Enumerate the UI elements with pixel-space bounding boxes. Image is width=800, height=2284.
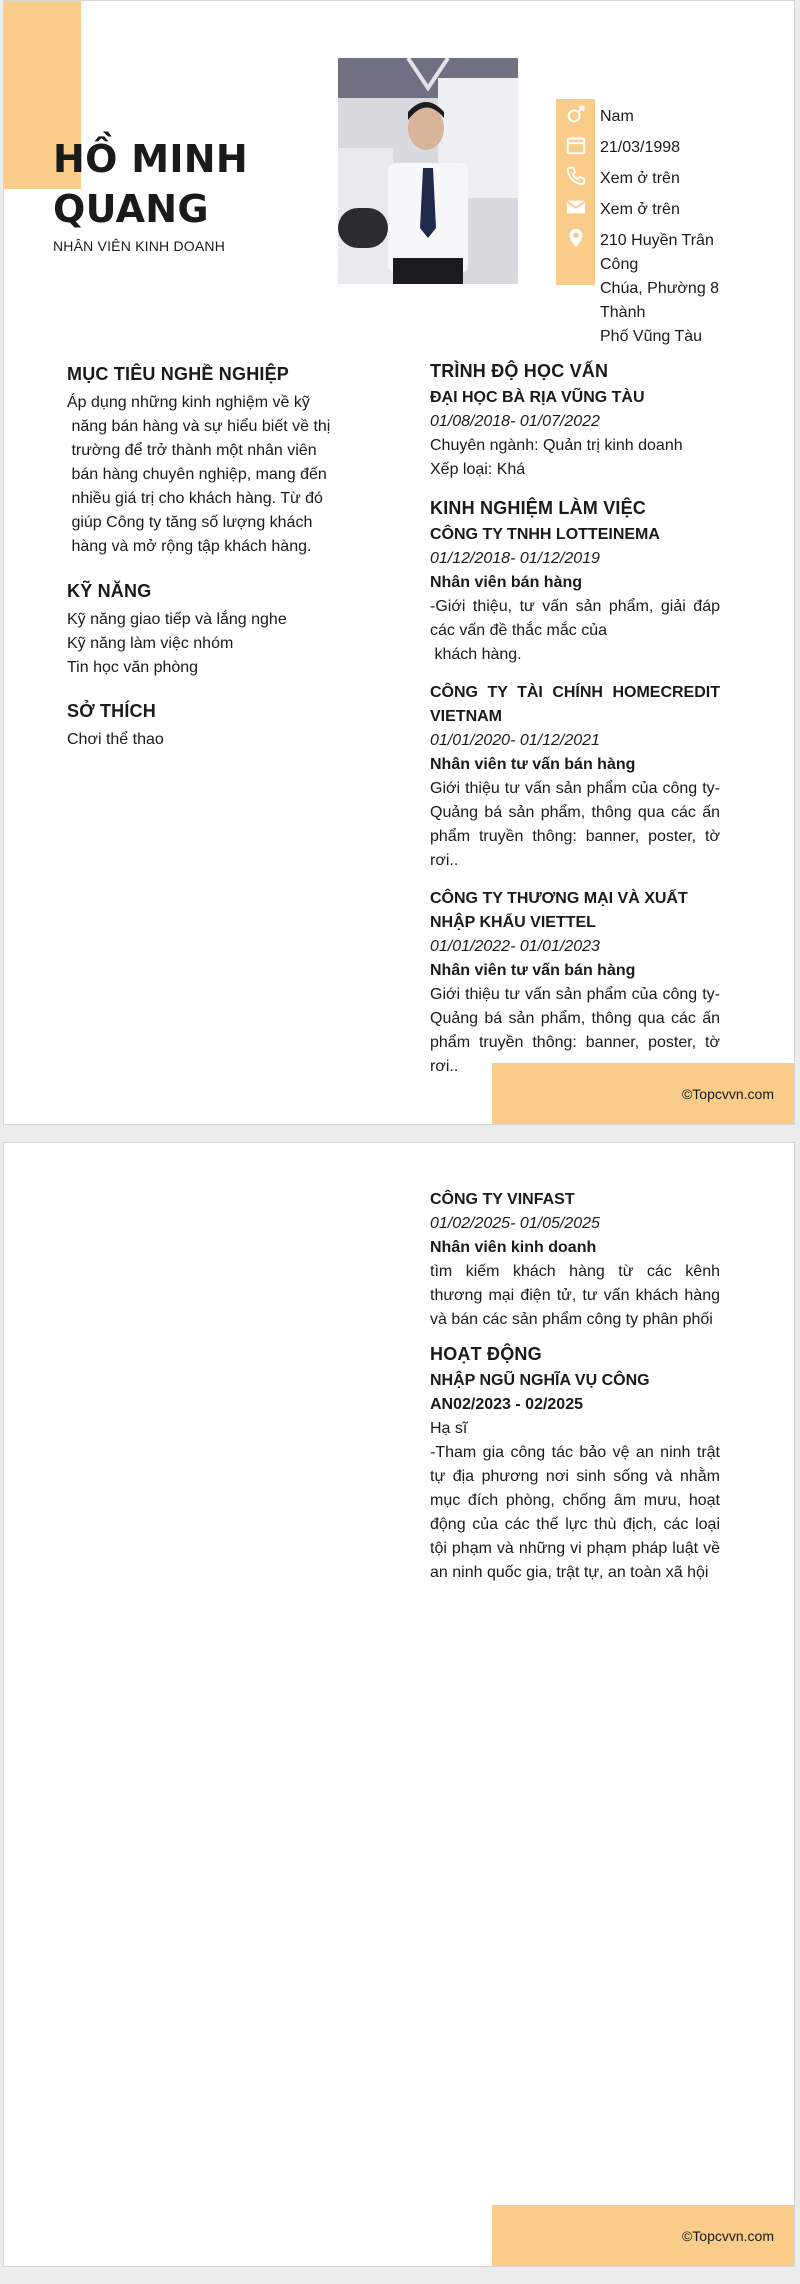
skills-list xyxy=(67,608,337,680)
job-description-line: khách hàng. xyxy=(430,646,522,663)
footer-watermark: ©Topcvvn.com xyxy=(681,2228,774,2244)
footer-watermark: ©Topcvvn.com xyxy=(681,1086,774,1102)
experience-title: KINH NGHIỆM LÀM VIỆC xyxy=(430,498,647,518)
job-position: Nhân viên tư vấn bán hàng xyxy=(430,756,636,773)
objective-line: nhiều giá trị cho khách hàng. Từ đó xyxy=(67,490,323,507)
objective-line: năng bán hàng và sự hiểu biết về thị xyxy=(67,418,331,435)
skill-item: Kỹ năng giao tiếp và lắng nghe xyxy=(67,611,287,628)
contact-address-text xyxy=(600,229,750,349)
activity-description: -Tham gia công tác bảo vệ an ninh trật tự địa phương nơi sinh sống và nhằm mục đích phòng, chống âm mưu, hoạt động của các thế lực thù địch, các loại tội phạm và những vi phạm pháp luật về an ninh quốc gia, trật tự, an toàn xã hội xyxy=(430,1444,720,1581)
job-description: Giới thiệu tư vấn sản phẩm của công ty- Quảng bá sản phẩm, thông qua các ấn phẩm truyền thông: banner, poster, tờ rơi.. xyxy=(430,986,720,1075)
address-line-1: 210 Huyền Trân Công xyxy=(600,232,714,273)
job-dates: 01/12/2018- 01/12/2019 xyxy=(430,550,600,567)
profile-photo-illustration xyxy=(338,58,518,284)
activities-title: HOẠT ĐỘNG xyxy=(430,1344,542,1364)
name-line-1: HỒ MINH xyxy=(53,137,248,181)
education-grade: Xếp loại: Khá xyxy=(430,461,526,478)
job-company: CÔNG TY TNHH LOTTEINEMA xyxy=(430,526,660,543)
job-company: CÔNG TY THƯƠNG MẠI VÀ XUẤT NHẬP KHẨU VIETTEL xyxy=(430,890,688,931)
job-title: NHÂN VIÊN KINH DOANH xyxy=(53,238,226,254)
skills-section xyxy=(67,581,337,680)
objective-line: trường để trở thành một nhân viên xyxy=(67,442,317,459)
job-dates: 01/01/2020- 01/12/2021 xyxy=(430,732,600,749)
education-major: Chuyên ngành: Quản trị kinh doanh xyxy=(430,437,683,454)
job-entry xyxy=(430,887,720,1079)
hobbies-title: SỞ THÍCH xyxy=(67,701,156,721)
address-line-3: Phố Vũng Tàu xyxy=(600,328,703,345)
contact-email-text: Xem ở trên xyxy=(600,201,680,218)
name-line-2: QUANG xyxy=(53,187,209,231)
job-dates: 01/02/2025- 01/05/2025 xyxy=(430,1215,600,1232)
skills-title: KỸ NĂNG xyxy=(67,581,152,601)
footer-bar xyxy=(492,2205,795,2266)
job-entry xyxy=(430,1188,720,1332)
contact-gender-text: Nam xyxy=(600,108,634,125)
education-section xyxy=(430,361,720,482)
objective-section xyxy=(67,364,337,559)
education-title: TRÌNH ĐỘ HỌC VẤN xyxy=(430,361,609,381)
candidate-name xyxy=(53,134,248,234)
cv-page-1 xyxy=(3,0,795,1125)
mail-icon xyxy=(556,195,595,219)
skill-item: Tin học văn phòng xyxy=(67,659,199,676)
objective-title: MỤC TIÊU NGHỀ NGHIỆP xyxy=(67,364,290,384)
job-description: tìm kiếm khách hàng từ các kênh thương mại điện tử, tư vấn khách hàng và bán các sản phẩm công ty phân phối xyxy=(430,1263,720,1328)
experience-section xyxy=(430,498,720,1079)
phone-icon xyxy=(556,164,595,188)
job-position: Nhân viên tư vấn bán hàng xyxy=(430,962,636,979)
job-description-line: -Giới thiệu, tư vấn sản phẩm, giải đáp các vấn đề thắc mắc của xyxy=(430,598,720,639)
objective-text xyxy=(67,391,337,559)
job-position: Nhân viên bán hàng xyxy=(430,574,583,591)
skill-item: Kỹ năng làm việc nhóm xyxy=(67,635,234,652)
objective-line: hàng và mở rộng tập khách hàng. xyxy=(67,538,312,555)
job-description xyxy=(430,595,720,667)
location-icon xyxy=(556,226,595,250)
job-description: Giới thiệu tư vấn sản phẩm của công ty- Quảng bá sản phẩm, thông qua các ấn phẩm truyền thông: banner, poster, tờ rơi.. xyxy=(430,780,720,869)
job-company: CÔNG TY TÀI CHÍNH HOMECREDIT VIETNAM xyxy=(430,684,720,725)
hobby-item: Chơi thể thao xyxy=(67,731,164,748)
education-school: ĐẠI HỌC BÀ RỊA VŨNG TÀU xyxy=(430,389,645,406)
activity-rank: Hạ sĩ xyxy=(430,1420,468,1437)
hobbies-list xyxy=(67,728,337,752)
hobbies-section xyxy=(67,701,337,752)
calendar-icon xyxy=(556,133,595,157)
contact-birthday-text: 21/03/1998 xyxy=(600,139,681,156)
objective-line: Áp dụng những kinh nghiệm về kỹ xyxy=(67,394,310,411)
job-company: CÔNG TY VINFAST xyxy=(430,1191,575,1208)
job-entry xyxy=(430,681,720,873)
footer-bar xyxy=(492,1063,795,1124)
activities-section xyxy=(430,1344,720,1585)
contact-phone-text: Xem ở trên xyxy=(600,170,680,187)
contact-accent-bar xyxy=(556,99,595,285)
objective-line: bán hàng chuyên nghiệp, mang đến xyxy=(67,466,327,483)
education-dates: 01/08/2018- 01/07/2022 xyxy=(430,413,600,430)
cv-page-2 xyxy=(3,1142,795,2267)
gender-icon xyxy=(556,102,595,126)
profile-photo xyxy=(338,58,518,284)
job-entry xyxy=(430,523,720,667)
job-dates: 01/01/2022- 01/01/2023 xyxy=(430,938,600,955)
objective-line: giúp Công ty tăng số lượng khách xyxy=(67,514,313,531)
activity-heading: NHẬP NGŨ NGHĨA VỤ CÔNG AN02/2023 - 02/2025 xyxy=(430,1372,650,1413)
job-position: Nhân viên kinh doanh xyxy=(430,1239,597,1256)
address-line-2: Chúa, Phường 8 Thành xyxy=(600,280,720,321)
